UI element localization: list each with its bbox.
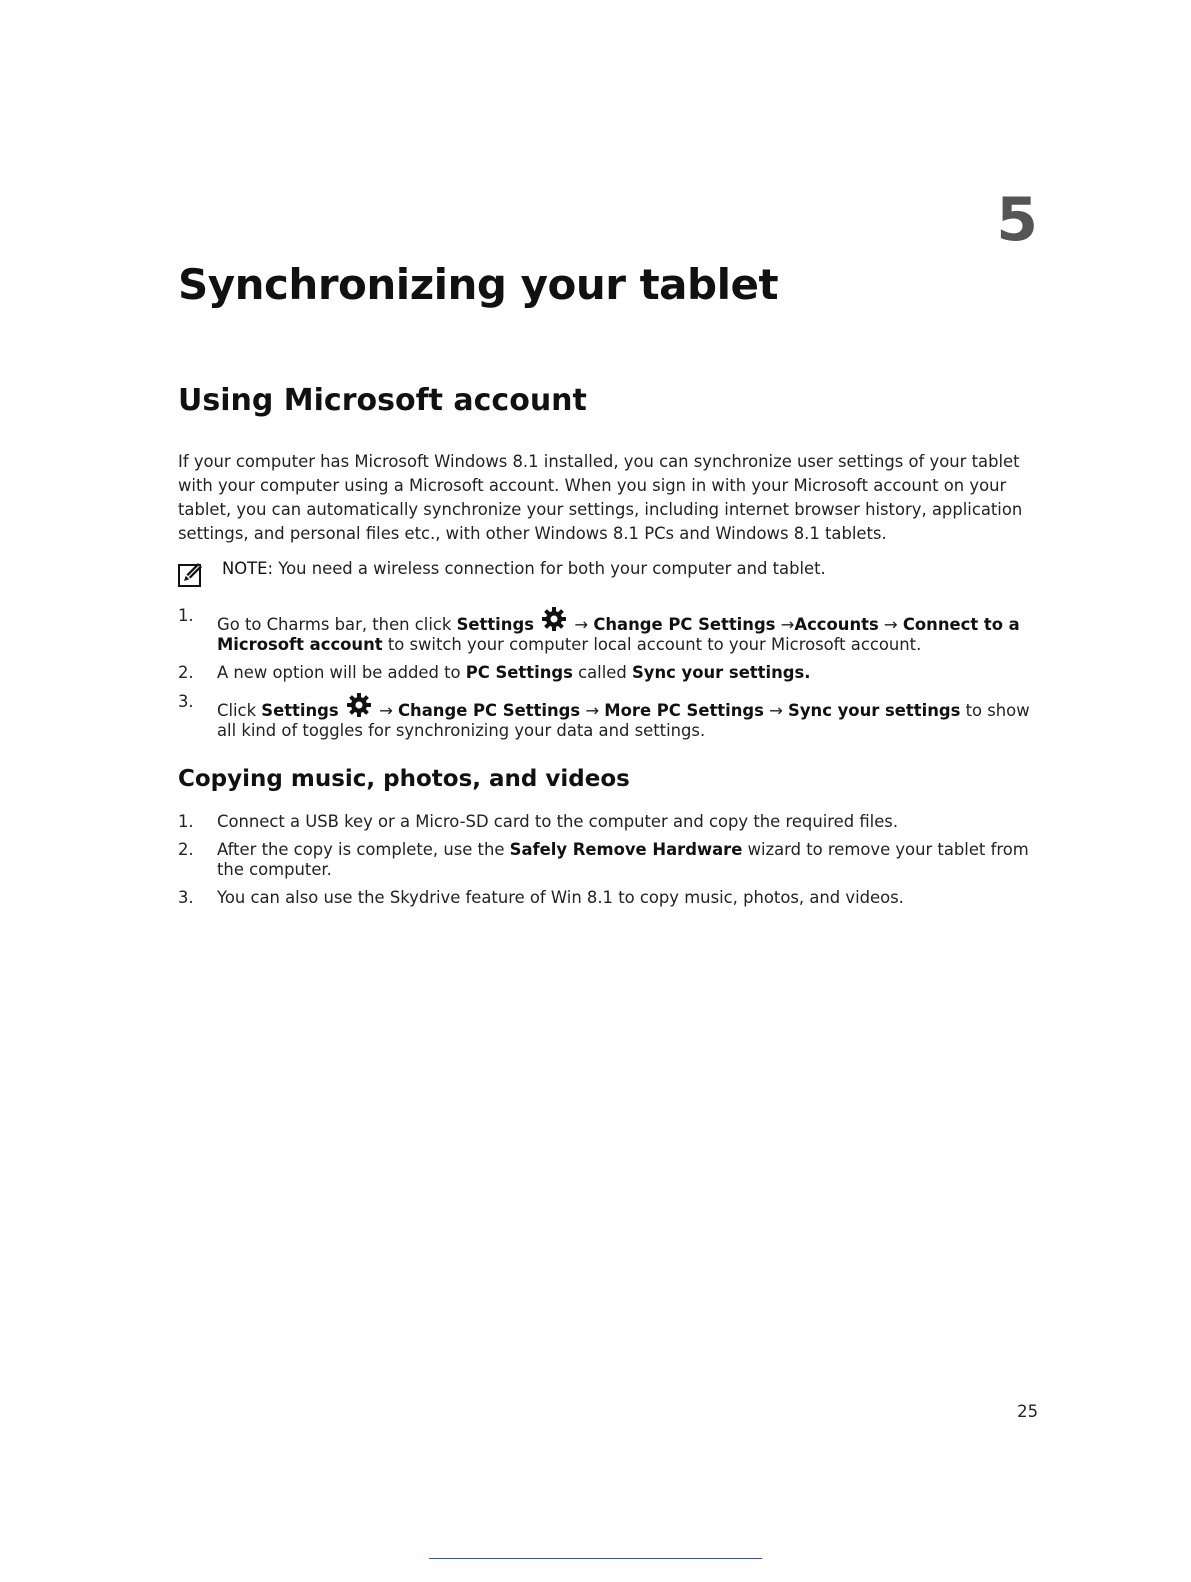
subsection-title: Copying music, photos, and videos bbox=[178, 766, 630, 792]
footer-divider bbox=[429, 1558, 762, 1559]
gear-icon bbox=[346, 692, 372, 718]
list-item: 3. You can also use the Skydrive feature of Win 8.1 to copy music, photos, and videos. bbox=[178, 888, 904, 907]
list-item: 3. Click Settings → Change PC Settings → More PC Settings → Sync your settings to show all kind of toggles for synchronizing your data and settings. bbox=[178, 692, 1030, 740]
step-number: 3. bbox=[178, 692, 194, 711]
gear-icon bbox=[541, 606, 567, 632]
step-number: 2. bbox=[178, 840, 194, 859]
list-item: 2. After the copy is complete, use the Safely Remove Hardware wizard to remove your tablet from the computer. bbox=[178, 840, 1029, 879]
list-item: 1. Go to Charms bar, then click Settings → Change PC Settings →Accounts → Connect to a Microsoft account to switch your computer local account to your Microsoft account. bbox=[178, 606, 1020, 654]
section-title: Using Microsoft account bbox=[178, 383, 587, 418]
chapter-title: Synchronizing your tablet bbox=[178, 260, 779, 309]
step-number: 2. bbox=[178, 663, 194, 682]
list-item: 2. A new option will be added to PC Settings called Sync your settings. bbox=[178, 663, 811, 682]
sync-steps-list bbox=[178, 606, 1038, 741]
chapter-number: 5 bbox=[996, 185, 1038, 255]
note-text bbox=[222, 557, 1038, 581]
note-pencil-icon bbox=[178, 561, 204, 587]
step-number: 1. bbox=[178, 606, 194, 625]
step-number: 1. bbox=[178, 812, 194, 831]
list-item: 1. Connect a USB key or a Micro-SD card to the computer and copy the required files. bbox=[178, 812, 899, 831]
note-label: NOTE: bbox=[222, 559, 274, 578]
intro-paragraph: If your computer has Microsoft Windows 8.1 installed, you can synchronize user settings of your tablet with your computer using a Microsoft account. When you sign in with your Microsoft account on your tablet, you can automatically synchronize your settings, including internet browser history, application settings, and personal files etc., with other Windows 8.1 PCs and Windows 8.1 tablets. bbox=[178, 452, 1023, 543]
copy-steps-list bbox=[178, 812, 1038, 916]
step-number: 3. bbox=[178, 888, 194, 907]
page-number: 25 bbox=[1017, 1402, 1038, 1421]
settings-label: Settings bbox=[456, 615, 534, 634]
settings-label: Settings bbox=[261, 701, 339, 720]
note-body: You need a wireless connection for both your computer and tablet. bbox=[273, 559, 826, 578]
